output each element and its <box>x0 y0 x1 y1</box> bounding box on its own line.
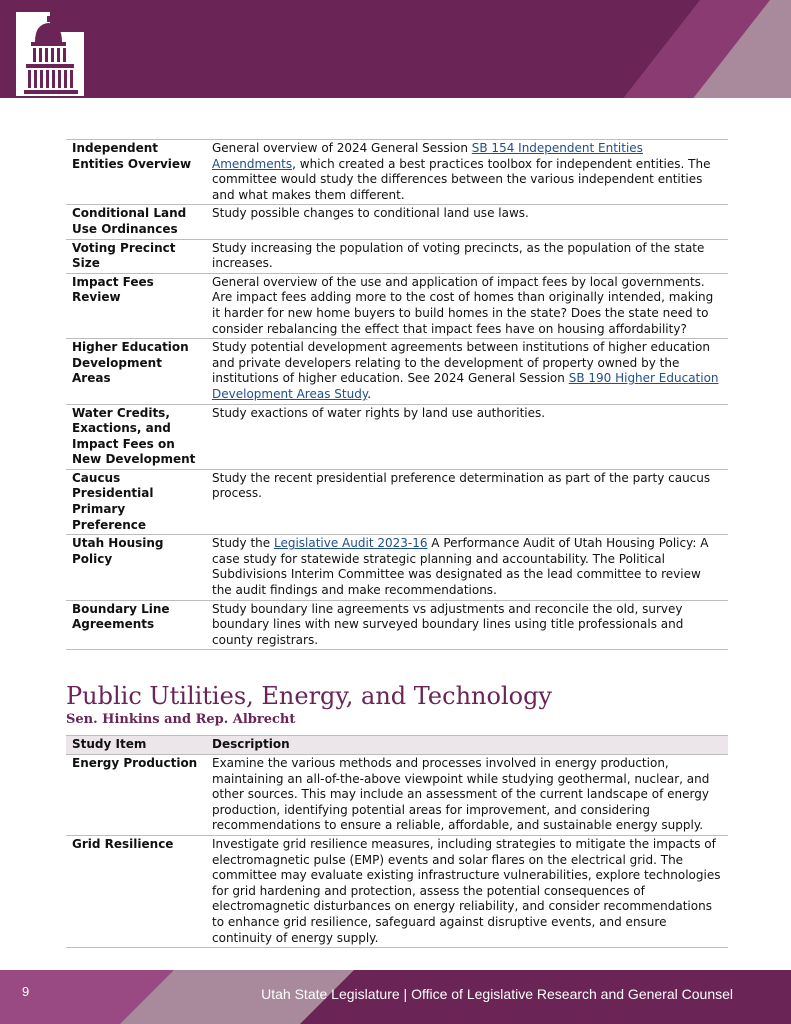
study-item: Conditional Land Use Ordinances <box>66 205 206 239</box>
main-content <box>66 139 728 948</box>
table-row <box>66 755 728 836</box>
table-row <box>66 404 728 469</box>
table-row <box>66 205 728 239</box>
table-row <box>66 600 728 650</box>
section-chairs: Sen. Hinkins and Rep. Albrecht <box>66 712 296 728</box>
political-subdivisions-table <box>66 139 728 650</box>
column-header-description: Description <box>206 736 728 755</box>
study-item: Boundary Line Agreements <box>66 600 206 650</box>
study-item: Voting Precinct Size <box>66 239 206 273</box>
study-item: Independent Entities Overview <box>66 140 206 205</box>
study-description: Study boundary line agreements vs adjustments and reconcile the old, survey boundary lines with new surveyed boundary lines using title professionals and county registrars. <box>206 600 728 650</box>
study-item: Grid Resilience <box>66 835 206 947</box>
study-description: General overview of the use and application of impact fees by local governments. Are impact fees adding more to the cost of homes than originally intended, making it harder for new home buyers to build homes in the state? Does the state need to consider rebalancing the effect that impact fees have on housing affordability? <box>206 273 728 338</box>
study-item: Utah Housing Policy <box>66 535 206 600</box>
footer-organization: Utah State Legislature | Office of Legislative Research and General Counsel <box>261 986 733 1002</box>
study-description: Study the Legislative Audit 2023-16 A Performance Audit of Utah Housing Policy: A case study for statewide strategic planning and accountability. The Political Subdivisions Interim Committee was designated as the lead committee to review the audit findings and make recommendations. <box>206 535 728 600</box>
audit-link[interactable]: Legislative Audit 2023-16 <box>273 536 428 551</box>
study-item: Caucus Presidential Primary Preference <box>66 469 206 534</box>
study-description: Study exactions of water rights by land use authorities. <box>206 404 728 469</box>
study-item: Water Credits, Exactions, and Impact Fees on New Development <box>66 404 206 469</box>
capitol-logo-icon <box>14 12 86 96</box>
study-description: General overview of 2024 General Session SB 154 Independent Entities Amendments, which created a best practices toolbox for independent entities. The committee would study the differences between the various independent entities and what makes them different. <box>206 140 728 205</box>
study-item: Impact Fees Review <box>66 273 206 338</box>
table-row <box>66 273 728 338</box>
bill-link[interactable]: SB 154 Independent Entities Amendments <box>212 141 643 171</box>
study-description: Study increasing the population of voting precincts, as the population of the state increases. <box>206 239 728 273</box>
study-item: Higher Education Development Areas <box>66 339 206 404</box>
table-row <box>66 535 728 600</box>
table-row <box>66 339 728 404</box>
page-number: 9 <box>22 984 30 999</box>
study-description: Investigate grid resilience measures, including strategies to mitigate the impacts of electromagnetic pulse (EMP) events and solar flares on the electrical grid. The committee may evaluate existing infrastructure vulnerabilities, explore technologies for grid hardening and protection, assess the potential consequences of electromagnetic disturbances on energy reliability, and consider recommendations to enhance grid resilience, safeguard against disruptive events, and ensure continuity of energy supply. <box>206 835 728 947</box>
study-description: Examine the various methods and processes involved in energy production, maintaining an all-of-the-above viewpoint while studying geothermal, nuclear, and other sources. This may include an assessment of the current landscape of energy production, identifying potential areas for improvement, and considering recommendations to ensure a reliable, affordable, and sustainable energy supply. <box>206 755 728 836</box>
study-description: Study possible changes to conditional land use laws. <box>206 205 728 239</box>
page-footer <box>0 970 791 1024</box>
table-header-row <box>66 736 728 755</box>
table-row <box>66 140 728 205</box>
column-header-study-item: Study Item <box>66 736 206 755</box>
study-item: Energy Production <box>66 755 206 836</box>
page-header <box>0 0 791 98</box>
table-row <box>66 469 728 534</box>
study-description: Study the recent presidential preference determination as part of the party caucus process. <box>206 469 728 534</box>
bill-link[interactable]: SB 190 Higher Education Development Areas Study <box>212 371 719 401</box>
section-title: Public Utilities, Energy, and Technology <box>66 682 552 711</box>
table-row <box>66 835 728 947</box>
study-description: Study potential development agreements between institutions of higher education and private developers relating to the development of property owned by the institutions of higher education. See 2024 General Session SB 190 Higher Education Development Areas Study. <box>206 339 728 404</box>
table-row <box>66 239 728 273</box>
public-utilities-table <box>66 735 728 948</box>
